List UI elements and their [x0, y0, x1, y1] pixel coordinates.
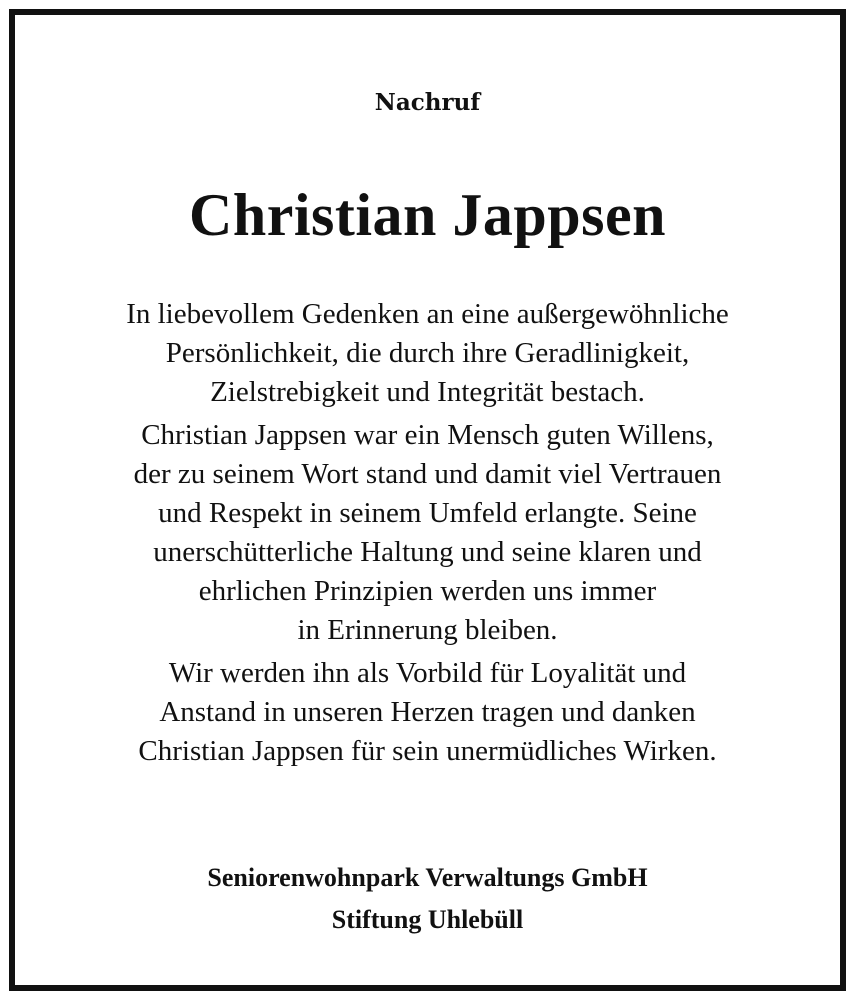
paragraph-tribute	[15, 295, 840, 412]
text-line: Wir werden ihn als Vorbild für Loyalität und	[168, 657, 687, 689]
text-line: unerschütterliche Haltung und seine klaren und	[153, 536, 702, 568]
foundation-name: Stiftung Uhlebüll	[331, 905, 524, 934]
organization-name: Seniorenwohnpark Verwaltungs GmbH	[207, 863, 648, 892]
obituary-label: Nachruf	[374, 89, 481, 116]
text-line: der zu seinem Wort stand und damit viel Vertrauen	[133, 458, 722, 490]
paragraph-gratitude	[15, 654, 840, 771]
text-line: ehrlichen Prinzipien werden uns immer	[198, 575, 657, 607]
text-line: in Erinnerung bleiben.	[297, 614, 558, 646]
text-line: Christian Jappsen für sein unermüdliches Wirken.	[138, 735, 717, 767]
text-line: Anstand in unseren Herzen tragen und danken	[159, 696, 696, 728]
deceased-name: Christian Jappsen	[189, 182, 666, 248]
obituary-text	[15, 295, 840, 771]
text-line: In liebevollem Gedenken an eine außergewöhnliche	[126, 298, 729, 330]
paragraph-character	[15, 416, 840, 650]
text-line: und Respekt in seinem Umfeld erlangte. Seine	[158, 497, 697, 529]
text-line: Christian Jappsen war ein Mensch guten Willens,	[141, 419, 714, 451]
text-line: Zielstrebigkeit und Integrität bestach.	[210, 376, 645, 408]
text-line: Persönlichkeit, die durch ihre Geradlinigkeit,	[165, 337, 690, 369]
signoff	[15, 857, 840, 941]
obituary-frame	[9, 9, 846, 991]
